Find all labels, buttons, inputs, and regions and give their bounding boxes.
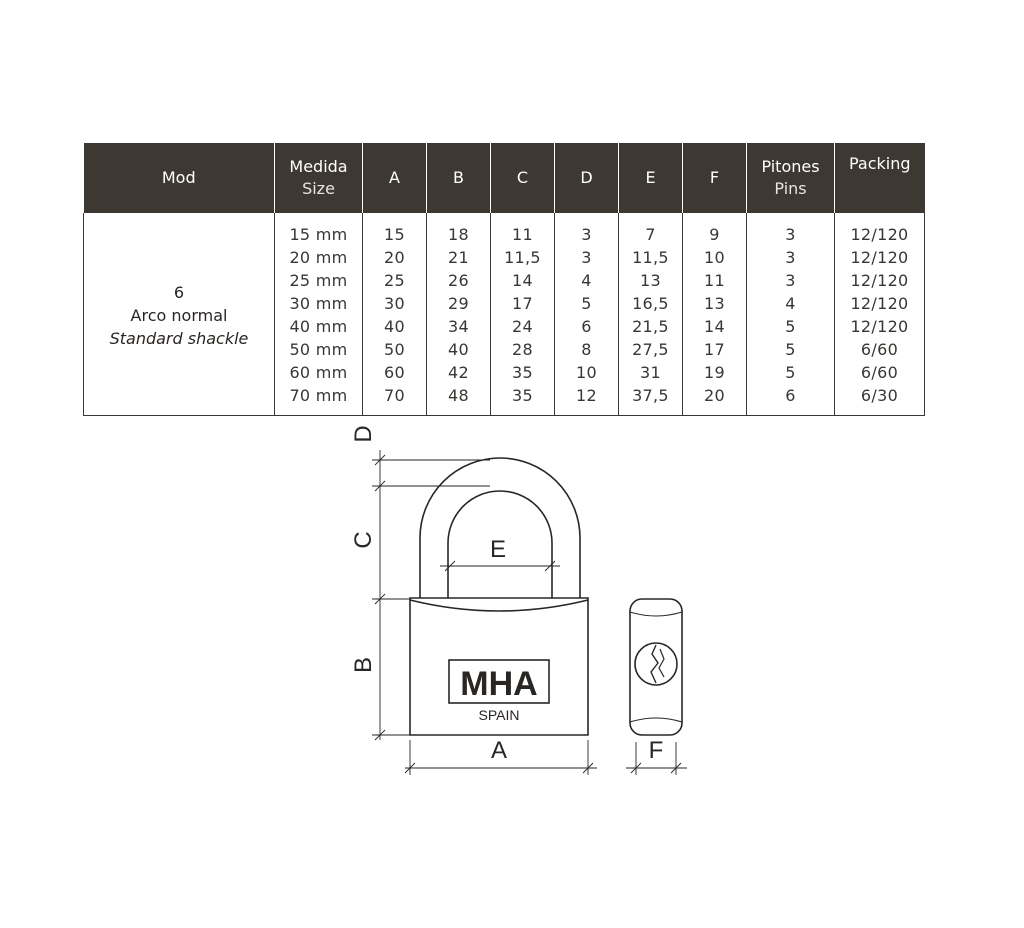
cell-packing: 6/60 bbox=[860, 363, 899, 382]
cell-d: 3 bbox=[581, 225, 592, 244]
model-name-es: Arco normal bbox=[130, 305, 228, 325]
cell-f: 19 bbox=[704, 363, 725, 382]
cell-size: 25 mm bbox=[289, 271, 348, 290]
cell-size: 70 mm bbox=[289, 386, 348, 405]
header-d: D bbox=[555, 143, 619, 213]
cell-c: 14 bbox=[512, 271, 533, 290]
header-size: Medida Size bbox=[275, 143, 363, 213]
cell-f: 14 bbox=[704, 317, 725, 336]
cell-e: 7 bbox=[645, 225, 656, 244]
cell-pins: 3 bbox=[785, 248, 796, 267]
cell-pins: 3 bbox=[785, 225, 796, 244]
dimension-label-f: F bbox=[648, 737, 664, 764]
dimension-lines bbox=[372, 450, 687, 775]
cell-f: 9 bbox=[709, 225, 720, 244]
brand-logo: MHA bbox=[460, 665, 538, 703]
cell-b: 21 bbox=[448, 248, 469, 267]
header-pins: Pitones Pins bbox=[747, 143, 835, 213]
cell-b: 34 bbox=[448, 317, 469, 336]
cell-a: 15 bbox=[384, 225, 405, 244]
cell-size: 40 mm bbox=[289, 317, 348, 336]
cell-d: 8 bbox=[581, 340, 592, 359]
cell-e: 13 bbox=[640, 271, 661, 290]
header-f: F bbox=[683, 143, 747, 213]
dimension-label-e: E bbox=[489, 536, 507, 563]
header-mod: Mod bbox=[84, 143, 275, 213]
header-packing: Packing bbox=[835, 143, 925, 213]
cell-e: 11,5 bbox=[632, 248, 669, 267]
origin-label: SPAIN bbox=[478, 707, 520, 723]
padlock-side-view bbox=[630, 599, 682, 735]
cell-f: 17 bbox=[704, 340, 725, 359]
dimension-label-b: B bbox=[350, 656, 377, 674]
cell-d: 5 bbox=[581, 294, 592, 313]
cell-e: 31 bbox=[640, 363, 661, 382]
cell-e: 37,5 bbox=[632, 386, 669, 405]
cell-size: 15 mm bbox=[289, 225, 348, 244]
cell-d: 6 bbox=[581, 317, 592, 336]
cell-packing: 12/120 bbox=[850, 248, 909, 267]
cell-f: 10 bbox=[704, 248, 725, 267]
cell-d: 12 bbox=[576, 386, 597, 405]
cell-pins: 5 bbox=[785, 340, 796, 359]
cell-c: 11,5 bbox=[504, 248, 541, 267]
cell-pins: 4 bbox=[785, 294, 796, 313]
cell-packing: 12/120 bbox=[850, 225, 909, 244]
cell-c: 28 bbox=[512, 340, 533, 359]
cell-b: 48 bbox=[448, 386, 469, 405]
cell-packing: 6/60 bbox=[860, 340, 899, 359]
header-a: A bbox=[363, 143, 427, 213]
cell-a: 20 bbox=[384, 248, 405, 267]
cell-f: 11 bbox=[704, 271, 725, 290]
cell-size: 60 mm bbox=[289, 363, 348, 382]
cell-pins: 3 bbox=[785, 271, 796, 290]
cell-a: 60 bbox=[384, 363, 405, 382]
cell-a: 25 bbox=[384, 271, 405, 290]
cell-b: 26 bbox=[448, 271, 469, 290]
cell-d: 4 bbox=[581, 271, 592, 290]
header-c: C bbox=[491, 143, 555, 213]
cell-b: 29 bbox=[448, 294, 469, 313]
cell-packing: 12/120 bbox=[850, 271, 909, 290]
shackle-outline bbox=[420, 458, 580, 598]
cell-c: 11 bbox=[512, 225, 533, 244]
header-b: B bbox=[427, 143, 491, 213]
cell-c: 24 bbox=[512, 317, 533, 336]
cell-b: 18 bbox=[448, 225, 469, 244]
cell-e: 21,5 bbox=[632, 317, 669, 336]
model-name-en: Standard shackle bbox=[109, 328, 249, 348]
model-number: 6 bbox=[173, 282, 185, 302]
cell-c: 17 bbox=[512, 294, 533, 313]
cell-packing: 6/30 bbox=[860, 386, 899, 405]
cell-b: 40 bbox=[448, 340, 469, 359]
cell-packing: 12/120 bbox=[850, 294, 909, 313]
cell-pins: 6 bbox=[785, 386, 796, 405]
cell-a: 70 bbox=[384, 386, 405, 405]
dimension-label-a: A bbox=[490, 737, 508, 764]
cell-e: 27,5 bbox=[632, 340, 669, 359]
cell-a: 40 bbox=[384, 317, 405, 336]
cell-f: 20 bbox=[704, 386, 725, 405]
cell-a: 30 bbox=[384, 294, 405, 313]
cell-size: 30 mm bbox=[289, 294, 348, 313]
cell-c: 35 bbox=[512, 363, 533, 382]
cell-size: 50 mm bbox=[289, 340, 348, 359]
key-cylinder-icon bbox=[635, 643, 677, 685]
cell-d: 10 bbox=[576, 363, 597, 382]
cell-f: 13 bbox=[704, 294, 725, 313]
cell-e: 16,5 bbox=[632, 294, 669, 313]
cell-b: 42 bbox=[448, 363, 469, 382]
cell-d: 3 bbox=[581, 248, 592, 267]
cell-a: 50 bbox=[384, 340, 405, 359]
dimension-label-d: D bbox=[350, 425, 377, 443]
cell-size: 20 mm bbox=[289, 248, 348, 267]
dimension-label-c: C bbox=[350, 531, 377, 549]
header-e: E bbox=[619, 143, 683, 213]
cell-pins: 5 bbox=[785, 363, 796, 382]
cell-c: 35 bbox=[512, 386, 533, 405]
cell-pins: 5 bbox=[785, 317, 796, 336]
cell-packing: 12/120 bbox=[850, 317, 909, 336]
